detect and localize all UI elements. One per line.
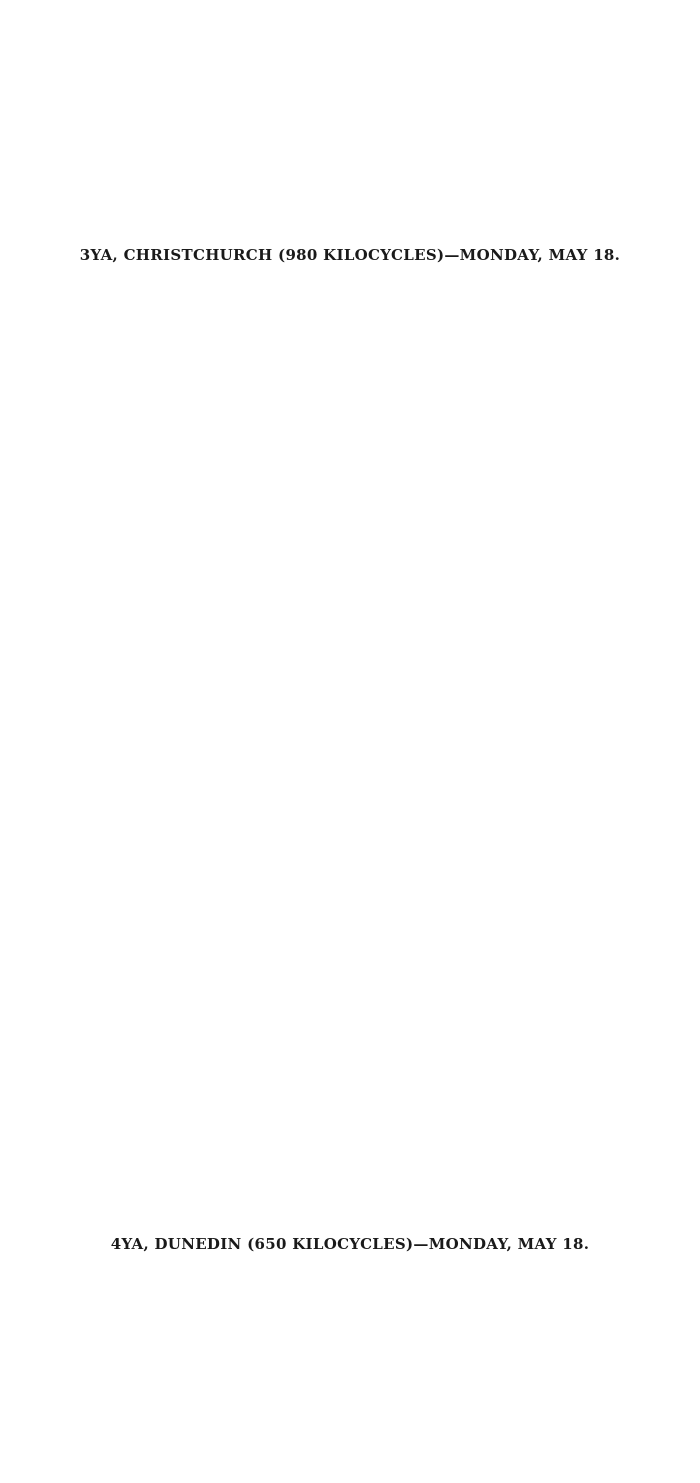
heading-4ya: 4YA, DUNEDIN (650 KILOCYCLES)—MONDAY, MAY 18.	[110, 1235, 590, 1253]
heading-3ya: 3YA, CHRISTCHURCH (980 KILOCYCLES)—MONDAY, MAY 18.	[79, 246, 621, 264]
